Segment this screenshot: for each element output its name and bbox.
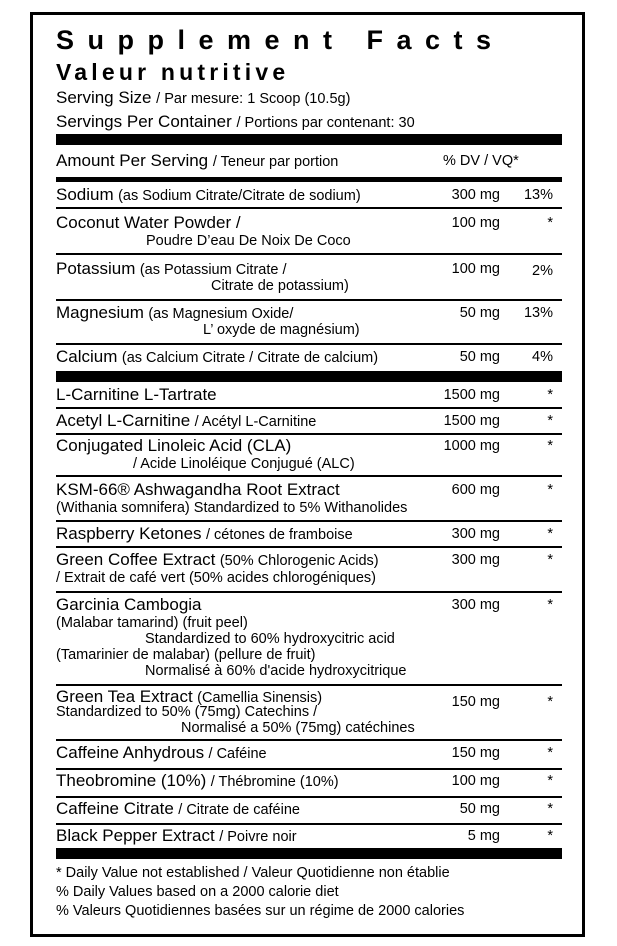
row-divider [56,343,562,345]
ingredient-row [56,826,297,846]
ingredient-name: L-Carnitine L-Tartrate [56,385,217,404]
nutrient-dv: * [547,215,553,231]
ingredient-name-fr: / Extrait de café vert (50% acides chlorogéniques) [56,570,376,586]
ingredient-name-fr: / Caféine [208,746,267,762]
servings-per-container [56,112,415,132]
ingredient-dv: * [547,552,553,568]
nutrient-dv: 13% [523,305,553,321]
ingredient-amount: 150 mg [451,694,500,710]
dv-header: % DV / VQ* [443,153,519,169]
ingredient-name: Caffeine Anhydrous [56,743,205,762]
ingredient-dv: * [547,597,553,613]
row-divider [56,433,562,435]
ingredient-name: Conjugated Linoleic Acid (CLA) [56,436,292,455]
serving-size-label: Serving Size [56,88,152,107]
ingredient-dv: * [547,526,553,542]
ingredient-name: Black Pepper Extract [56,826,215,845]
ingredient-amount: 600 mg [451,482,500,498]
nutrient-amount: 50 mg [459,305,500,321]
row-divider [56,299,562,301]
nutrient-source: (as Potassium Citrate / [139,262,287,278]
ingredient-name: Caffeine Citrate [56,799,174,818]
nutrient-source-fr: Citrate de potassium) [211,278,349,294]
ingredient-name: Raspberry Ketones [56,524,202,543]
amount-header-label: Amount Per Serving [56,151,209,170]
ingredient-source: (Camellia Sinensis) [197,690,323,706]
ingredient-name-fr: / Citrate de caféine [178,802,300,818]
ingredient-dv: * [547,413,553,429]
ingredient-dv: * [547,482,553,498]
servings-label: Servings Per Container [56,112,232,131]
ingredient-name: KSM-66® Ashwagandha Root Extract [56,480,340,499]
ingredient-dv: * [547,694,553,710]
ingredient-name-fr: / Acide Linoléique Conjugué (ALC) [133,456,355,472]
nutrient-amount: 50 mg [459,349,500,365]
nutrient-source-fr: L’ oxyde de magnésium) [203,322,360,338]
ingredient-dv: * [547,387,553,403]
ingredient-row [56,550,379,570]
ingredient-amount: 1500 mg [443,413,500,429]
ingredient-dv: * [547,438,553,454]
nutrient-name-fr: Poudre D’eau De Noix De Coco [146,233,351,249]
ingredient-name-fr: / Thébromine (10%) [210,774,339,790]
serving-size [56,88,350,108]
nutrient-dv: 13% [523,187,553,203]
serving-size-value: / Par mesure: 1 Scoop (10.5g) [156,91,351,107]
nutrient-name: Coconut Water Powder / [56,213,241,232]
amount-per-serving-header [56,151,338,171]
ingredient-detail: Standardized to 50% (75mg) Catechins / [56,704,318,720]
amount-header-fr: / Teneur par portion [212,154,339,170]
ingredient-name: Green Coffee Extract [56,550,216,569]
nutrient-source: (as Sodium Citrate/Citrate de sodium) [118,188,361,204]
nutrient-amount: 100 mg [451,215,500,231]
divider-thick [56,848,562,859]
ingredient-name: Garcinia Cambogia [56,595,202,614]
ingredient-name-fr: / cétones de framboise [205,527,353,543]
ingredient-dv: * [547,801,553,817]
footnote: % Valeurs Quotidiennes basées sur un régime de 2000 calories [56,903,465,919]
servings-value: / Portions par contenant: 30 [236,115,415,131]
ingredient-amount: 1000 mg [443,438,500,454]
nutrient-dv: 2% [532,263,553,279]
ingredient-row [56,799,300,819]
row-divider [56,253,562,255]
ingredient-detail: (Malabar tamarind) (fruit peel) [56,615,248,631]
divider-thick [56,134,562,145]
ingredient-dv: * [547,773,553,789]
ingredient-name-fr: / Poivre noir [219,829,297,845]
supplement-facts-panel [30,12,585,937]
ingredient-row [56,524,353,544]
nutrient-name: Sodium [56,185,114,204]
row-divider [56,207,562,209]
divider-medium [56,177,562,182]
ingredient-detail: Normalisé à 60% d'acide hydroxycitrique [145,663,407,679]
row-divider [56,591,562,593]
footnote: * Daily Value not established / Valeur Quotidienne non établie [56,865,450,881]
ingredient-name: Theobromine (10%) [56,771,207,790]
nutrient-amount: 300 mg [451,187,500,203]
title-fr: Valeur nutritive [56,59,290,85]
nutrient-row [56,303,293,323]
row-divider [56,546,562,548]
ingredient-dv: * [547,828,553,844]
ingredient-name: Acetyl L-Carnitine [56,411,191,430]
ingredient-detail: (Tamarinier de malabar) (pellure de fruit) [56,647,316,663]
ingredient-row [56,411,316,431]
nutrient-amount: 100 mg [451,261,500,277]
title-en: Supplement Facts [56,25,505,55]
nutrient-name: Potassium [56,259,136,278]
ingredient-amount: 300 mg [451,526,500,542]
nutrient-name: Calcium [56,347,118,366]
ingredient-name-fr: / Acétyl L-Carnitine [194,414,317,430]
ingredient-row [56,743,267,763]
footnote: % Daily Values based on a 2000 calorie diet [56,884,339,900]
nutrient-source: (as Magnesium Oxide/ [148,306,294,322]
ingredient-row [56,771,339,791]
nutrient-row [56,347,378,367]
ingredient-amount: 300 mg [451,552,500,568]
row-divider [56,407,562,409]
ingredient-source: (50% Chlorogenic Acids) [219,553,379,569]
ingredient-amount: 300 mg [451,597,500,613]
ingredient-amount: 1500 mg [443,387,500,403]
ingredient-amount: 100 mg [451,773,500,789]
row-divider [56,823,562,825]
nutrient-dv: 4% [532,349,553,365]
nutrient-row [56,185,361,205]
ingredient-name: Green Tea Extract [56,687,193,706]
nutrient-name: Magnesium [56,303,144,322]
row-divider [56,475,562,477]
row-divider [56,796,562,798]
nutrient-row [56,259,287,279]
ingredient-amount: 150 mg [451,745,500,761]
nutrient-source: (as Calcium Citrate / Citrate de calcium) [121,350,379,366]
ingredient-amount: 50 mg [459,801,500,817]
divider-thick [56,371,562,382]
row-divider [56,520,562,522]
ingredient-amount: 5 mg [467,828,500,844]
row-divider [56,739,562,741]
ingredient-dv: * [547,745,553,761]
row-divider [56,768,562,770]
ingredient-detail: Standardized to 60% hydroxycitric acid [145,631,395,647]
row-divider [56,684,562,686]
ingredient-standardization: (Withania somnifera) Standardized to 5% Withanolides [56,500,408,516]
ingredient-detail: Normalisé a 50% (75mg) catéchines [181,720,415,736]
